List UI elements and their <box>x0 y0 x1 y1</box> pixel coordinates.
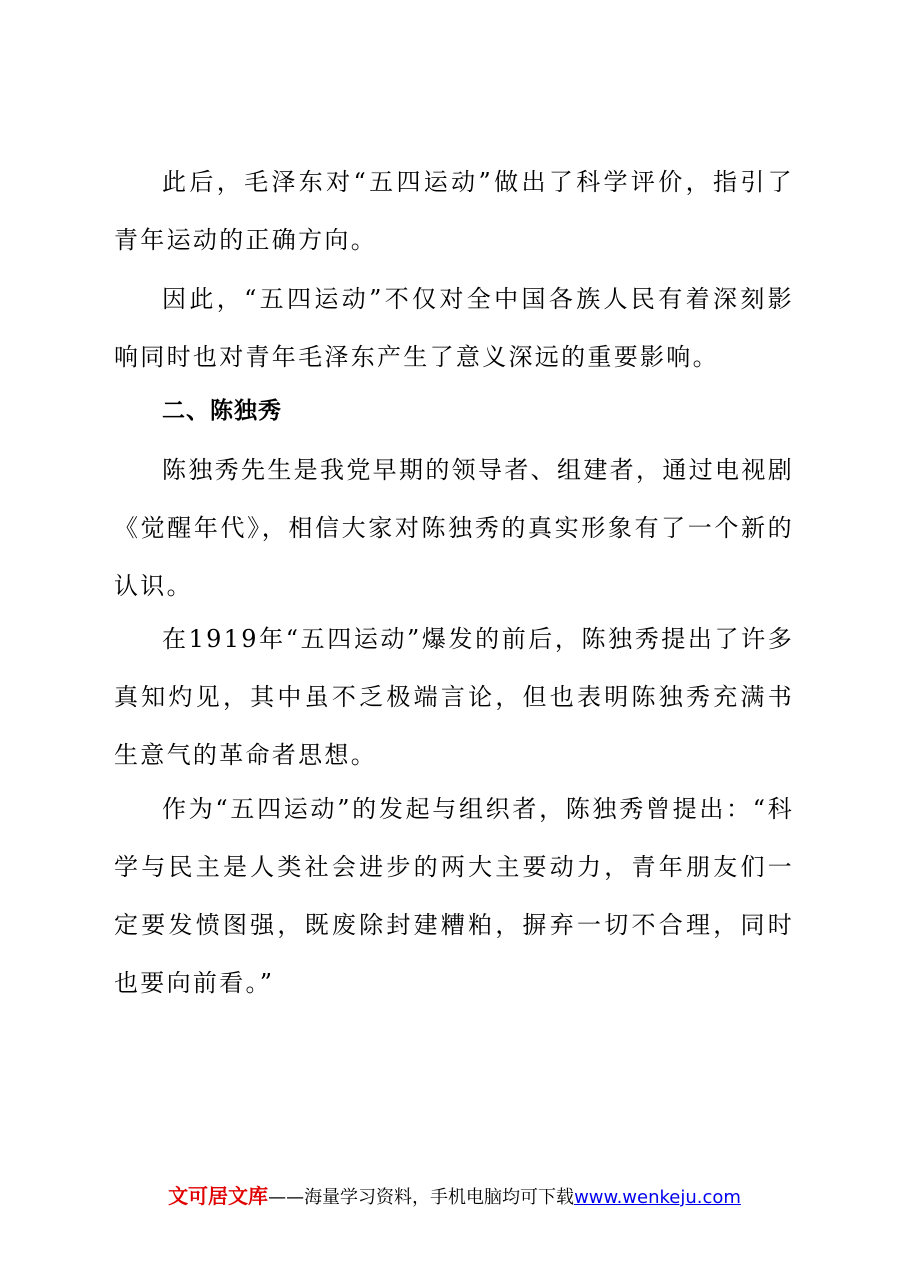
paragraph-mao-evaluation: 此后，毛泽东对“五四运动”做出了科学评价，指引了青年运动的正确方向。 <box>114 168 794 254</box>
paragraph-chen-duxiu-quote: 作为“五四运动”的发起与组织者，陈独秀曾提出：“科学与民主是人类社会进步的两大主要动力，青年朋友们一定要发愤图强，既废除封建糟粕，摒弃一切不合理，同时也要向前看。” <box>114 795 794 997</box>
page-footer <box>0 1180 909 1209</box>
footer-slogan: ——海量学习资料，手机电脑均可下载 <box>268 1187 575 1208</box>
paragraph-may-fourth-influence: 因此，“五四运动”不仅对全中国各族人民有着深刻影响同时也对青年毛泽东产生了意义深远的重要影响。 <box>114 285 794 371</box>
paragraph-chen-duxiu-intro: 陈独秀先生是我党早期的领导者、组建者，通过电视剧《觉醒年代》，相信大家对陈独秀的真实形象有了一个新的认识。 <box>114 456 794 600</box>
footer-brand: 文可居文库 <box>168 1184 269 1208</box>
footer-website-link[interactable]: www.wenkeju.com <box>574 1187 741 1208</box>
paragraph-chen-duxiu-1919: 在1919年“五四运动”爆发的前后，陈独秀提出了许多真知灼见，其中虽不乏极端言论，但也表明陈独秀充满书生意气的革命者思想。 <box>114 625 794 769</box>
section-heading-chen-duxiu: 二、陈独秀 <box>162 398 282 424</box>
